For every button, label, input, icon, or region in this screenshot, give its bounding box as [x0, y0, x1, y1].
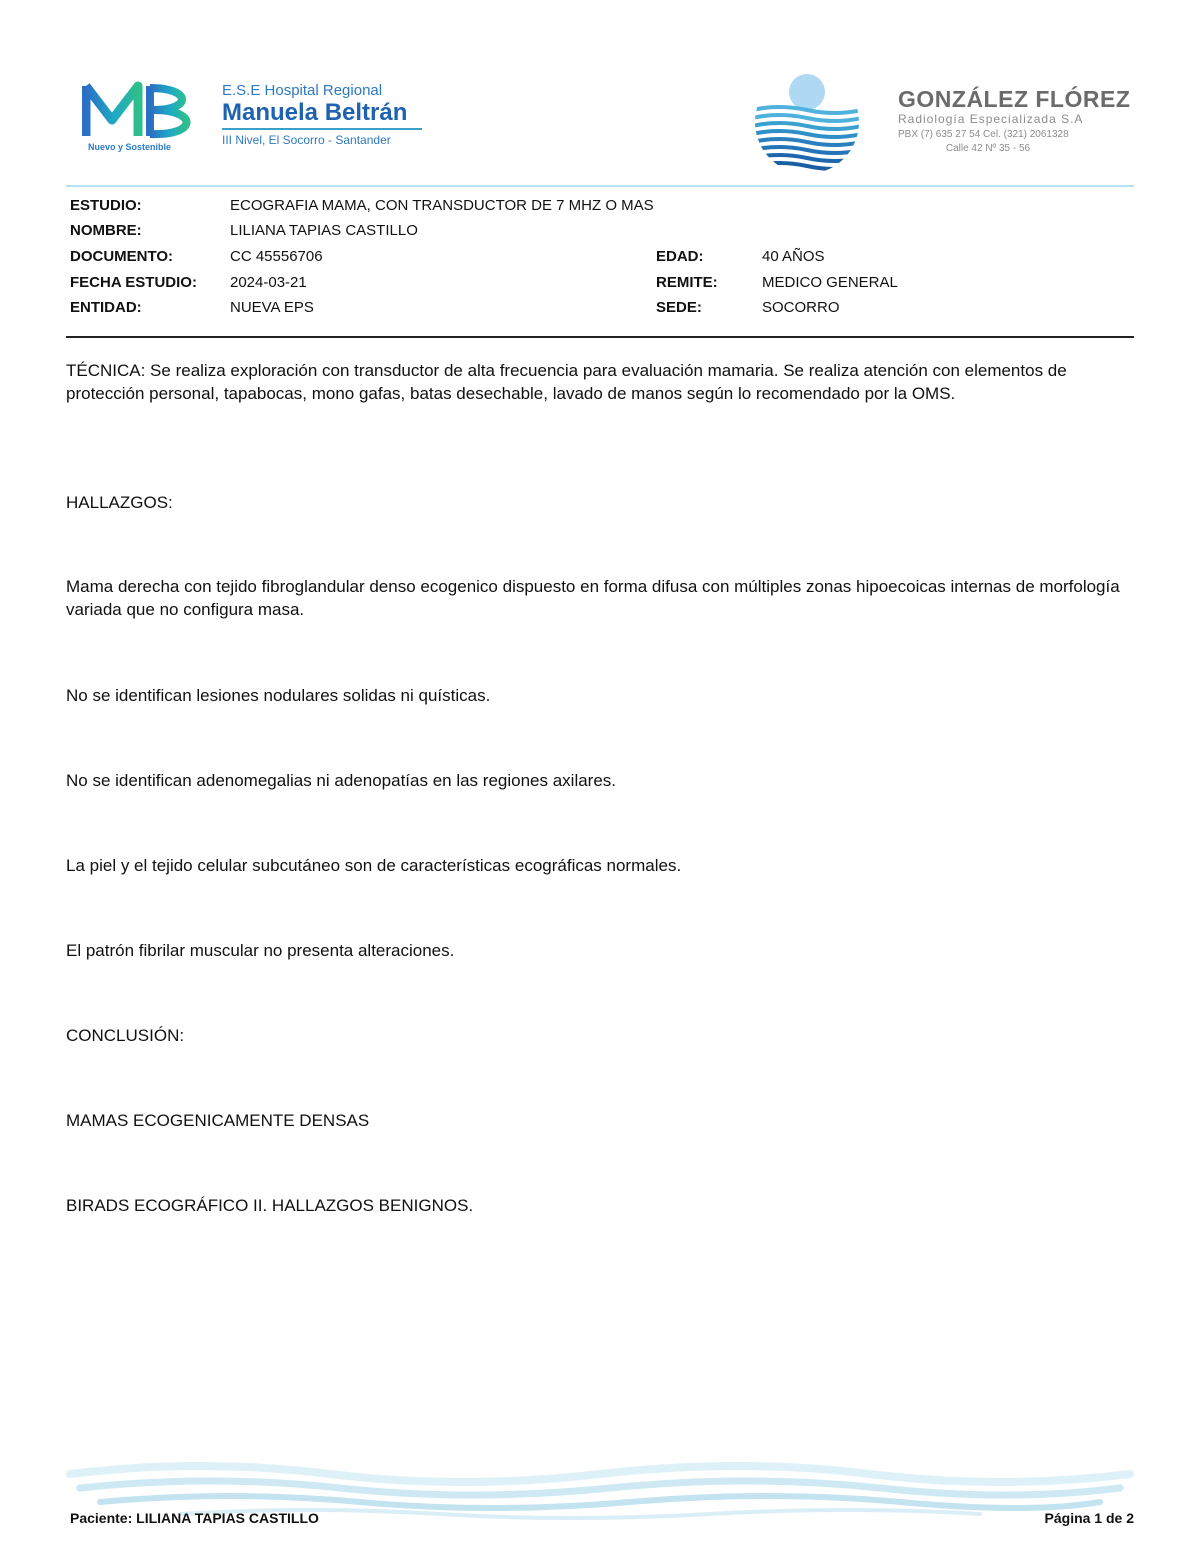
finding-4: La piel y el tejido celular subcutáneo son de características ecográficas normales.: [66, 856, 682, 875]
clinic-phone: PBX (7) 635 27 54 Cel. (321) 2061328: [898, 129, 1069, 140]
footer-page-number: Página 1 de 2: [1044, 1510, 1134, 1526]
nombre-label: NOMBRE:: [70, 222, 142, 239]
remite-label: REMITE:: [656, 274, 718, 291]
estudio-label: ESTUDIO:: [70, 197, 142, 214]
conclusion-2: BIRADS ECOGRÁFICO II. HALLAZGOS BENIGNOS.: [66, 1196, 474, 1215]
entidad-label: ENTIDAD:: [70, 299, 142, 316]
conclusion-1: MAMAS ECOGENICAMENTE DENSAS: [66, 1111, 370, 1130]
hallazgos-heading: HALLAZGOS:: [66, 493, 173, 512]
hospital-type: E.S.E Hospital Regional: [222, 82, 383, 99]
sede-value: SOCORRO: [762, 299, 840, 316]
conclusion-heading: CONCLUSIÓN:: [66, 1026, 185, 1045]
edad-value: 40 AÑOS: [762, 248, 825, 265]
fecha-estudio-value: 2024-03-21: [230, 274, 307, 291]
documento-label: DOCUMENTO:: [70, 248, 174, 265]
estudio-value: ECOGRAFIA MAMA, CON TRANSDUCTOR DE 7 MHZ O MAS: [230, 197, 654, 214]
finding-2: No se identifican lesiones nodulares solidas ni quísticas.: [66, 686, 491, 705]
hospital-name-divider: [222, 128, 422, 130]
entidad-value: NUEVA EPS: [230, 299, 314, 316]
documento-value: CC 45556706: [230, 248, 323, 265]
hospital-name: Manuela Beltrán: [222, 99, 408, 126]
remite-value: MEDICO GENERAL: [762, 274, 898, 291]
clinic-subtitle: Radiología Especializada S.A: [898, 112, 1084, 126]
fecha-estudio-label: FECHA ESTUDIO:: [70, 274, 197, 291]
tecnica-paragraph: TÉCNICA: Se realiza exploración con transductor de alta frecuencia para evaluación mamaria. Se realiza atención con elementos de protección personal, tapabocas, mono gafas, batas desechable, lavado de manos según lo recomendado por la OMS.: [66, 361, 1067, 403]
hospital-logo-tagline: Nuevo y Sostenible: [88, 142, 172, 152]
finding-3: No se identifican adenomegalias ni adenopatías en las regiones axilares.: [66, 771, 617, 790]
finding-5: El patrón fibrilar muscular no presenta alteraciones.: [66, 941, 455, 960]
clinic-logo: [752, 70, 862, 174]
hospital-name-block: [222, 82, 422, 147]
info-divider: [66, 336, 1134, 338]
clinic-address: Calle 42 Nº 35 - 56: [945, 143, 1031, 154]
footer-patient: Paciente: LILIANA TAPIAS CASTILLO: [70, 1510, 319, 1526]
header-divider: [66, 185, 1134, 187]
nombre-value: LILIANA TAPIAS CASTILLO: [230, 222, 418, 239]
clinic-info: [898, 86, 1131, 156]
clinic-name: GONZÁLEZ FLÓREZ: [898, 86, 1131, 112]
hospital-location: III Nivel, El Socorro - Santander: [222, 133, 391, 147]
finding-1: Mama derecha con tejido fibroglandular denso ecogenico dispuesto en forma difusa con múltiples zonas hipoecoicas internas de morfología variada que no configura masa.: [66, 577, 1120, 619]
sede-label: SEDE:: [656, 299, 702, 316]
edad-label: EDAD:: [656, 248, 704, 265]
